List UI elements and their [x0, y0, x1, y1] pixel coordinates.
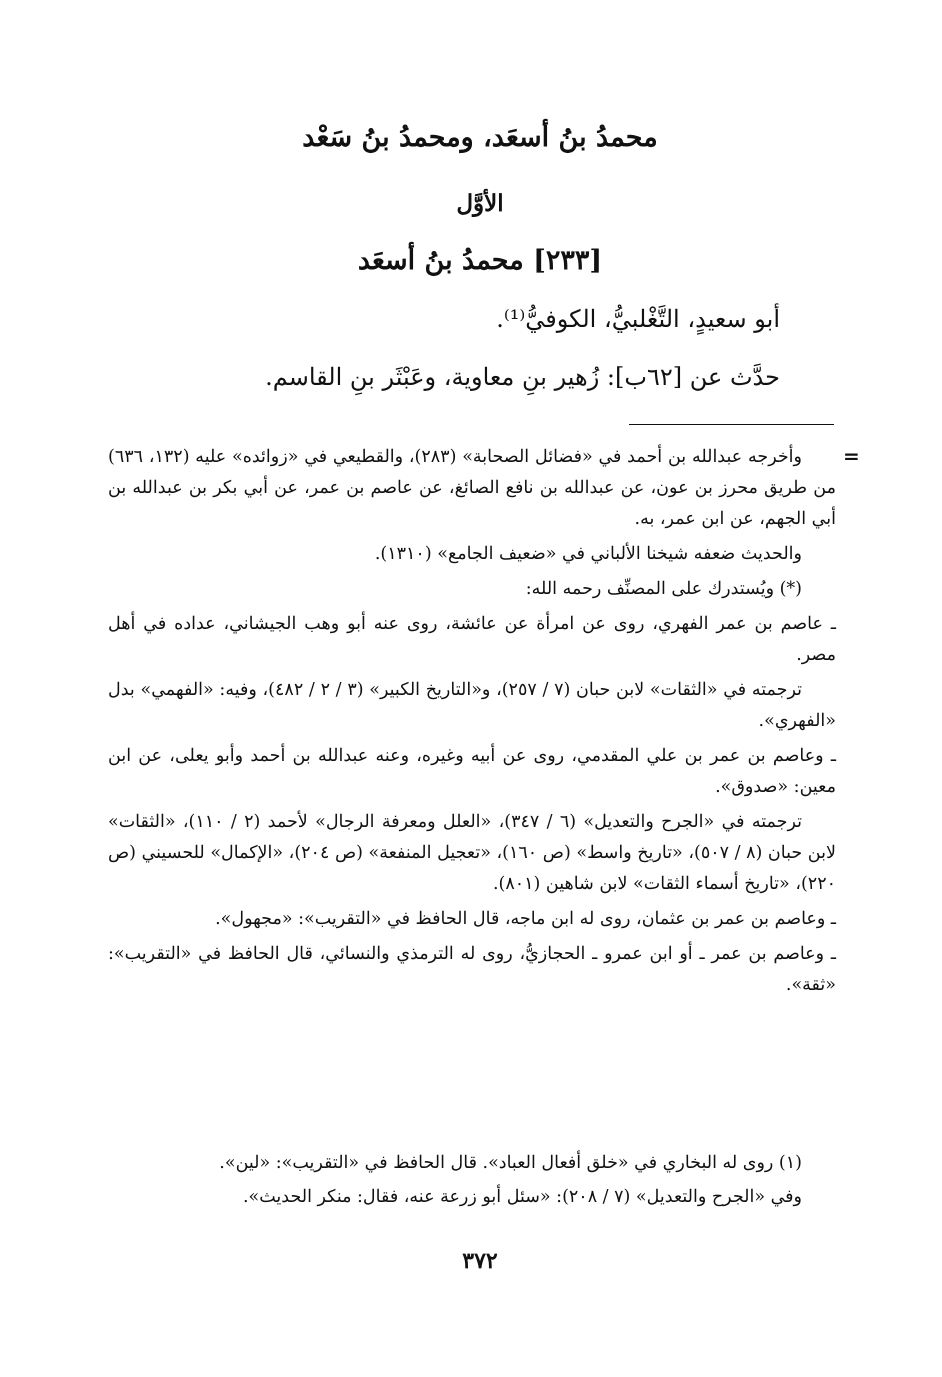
note-paragraph: ترجمته في «الجرح والتعديل» (٦ / ٣٤٧)، «العلل ومعرفة الرجال» لأحمد (٢ / ١١٠)، «الثقات» لابن حبان (٨ / ٥٠٧)، «تاريخ واسط» (ص ١٦٠)، «تعجيل المنفعة» (ص ٢٠٤)، «الإكمال» للحسيني (ص ٢٢٠)، «تاريخ أسماء الثقات» لابن شاهين (٨٠١). [108, 812, 836, 894]
bio-line-kunya: أبو سعيدٍ، التَّغْلبيُّ، الكوفيُّ⁽¹⁾. [496, 305, 780, 333]
note-paragraph: ـ وعاصم بن عمر بن عثمان، روى له ابن ماجه، قال الحافظ في «التقريب»: «مجهول». [215, 909, 836, 929]
chapter-title: محمدُ بنُ أسعَد، ومحمدُ بنُ سَعْد [302, 122, 658, 153]
footnote-separator [629, 424, 834, 425]
note-paragraph: والحديث ضعفه شيخنا الألباني في «ضعيف الجامع» (١٣١٠). [374, 544, 802, 564]
continuation-mark: = [843, 444, 860, 468]
footnote: وفي «الجرح والتعديل» (٧ / ٢٠٨): «سئل أبو زرعة عنه، فقال: منكر الحديث». [242, 1187, 802, 1207]
note-paragraph: ـ وعاصم بن عمر ـ أو ابن عمرو ـ الحجازيُّ، روى له الترمذي والنسائي، قال الحافظ في «التقريب»: «ثقة». [108, 944, 836, 995]
footnote: (١) روى له البخاري في «خلق أفعال العباد». قال الحافظ في «التقريب»: «لين». [219, 1153, 802, 1173]
bio-line-narrated: حدَّث عن [٦٢ب]: زُهير بنِ معاوية، وعَبْثَر بنِ القاسم. [265, 363, 780, 391]
note-paragraph: وأخرجه عبدالله بن أحمد في «فضائل الصحابة» (٢٨٣)، والقطيعي في «زوائده» عليه (١٣٢، ٦٣٦) من طريق محرز بن عون، عن عبدالله بن نافع الصائغ، عن عاصم بن عمر، عن أبي بكر بن عبدالله بن أبي الجهم، عن ابن عمر، به. [108, 447, 836, 529]
notes-block [108, 442, 836, 1005]
section-subtitle: الأوَّل [456, 190, 504, 217]
note-paragraph: ـ عاصم بن عمر الفهري، روى عن امرأة عن عائشة، روى عنه أبو وهب الجيشاني، عداده في أهل مصر. [108, 614, 836, 665]
note-paragraph: ـ وعاصم بن عمر بن علي المقدمي، روى عن أبيه وغيره، وعنه عبدالله بن أحمد وأبو يعلى، عن ابن معين: «صدوق». [108, 746, 836, 797]
page-number: ٣٧٢ [462, 1248, 498, 1274]
footnotes-block [108, 1146, 836, 1214]
note-paragraph: ترجمته في «الثقات» لابن حبان (٧ / ٢٥٧)، و«التاريخ الكبير» (٣ / ٢ / ٤٨٢)، وفيه: «الفهمي» بدل «الفهري». [108, 680, 836, 731]
note-paragraph: (*) ويُستدرك على المصنِّف رحمه الله: [525, 579, 802, 599]
entry-title: [٢٣٣] محمدُ بنُ أسعَد [357, 245, 603, 276]
